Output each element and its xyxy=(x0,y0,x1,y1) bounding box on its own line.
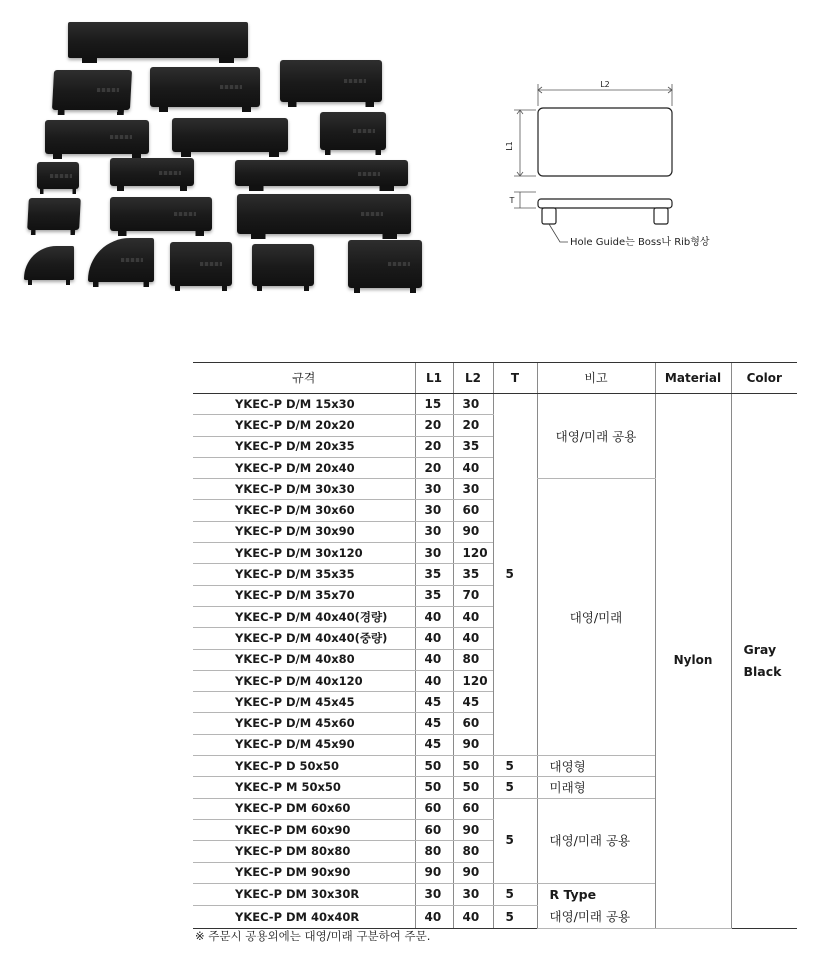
l1-cell: 45 xyxy=(415,692,453,713)
end-cap-image xyxy=(24,246,74,280)
l1-cell: 30 xyxy=(415,543,453,564)
end-cap-image xyxy=(172,118,288,152)
l1-cell: 30 xyxy=(415,883,453,906)
l2-cell: 90 xyxy=(453,819,493,840)
leader-line xyxy=(549,224,568,242)
order-footnote: ※ 주문시 공용외에는 대영/미래 구분하여 주문. xyxy=(195,929,431,943)
end-cap-image xyxy=(68,22,248,58)
l1-cell: 60 xyxy=(415,819,453,840)
model-cell: YKEC-P D/M 45x60 xyxy=(193,713,415,734)
l2-cell: 120 xyxy=(453,543,493,564)
hole-guide-label: Hole Guide는 Boss나 Rib형상 xyxy=(570,237,710,248)
l2-cell: 90 xyxy=(453,521,493,542)
header-note: 비고 xyxy=(537,363,655,394)
l2-cell: 70 xyxy=(453,585,493,606)
dimension-drawing xyxy=(500,72,740,262)
header-t: T xyxy=(493,363,537,394)
end-cap-image xyxy=(27,198,81,230)
end-cap-image xyxy=(37,162,79,189)
l2-cell: 50 xyxy=(453,777,493,798)
note-cell: 대영형 xyxy=(537,756,655,777)
model-cell: YKEC-P D/M 45x90 xyxy=(193,734,415,755)
r-type-note: 대영/미래 공용 xyxy=(549,908,631,924)
l2-cell: 90 xyxy=(453,734,493,755)
l1-cell: 30 xyxy=(415,500,453,521)
l1-cell: 40 xyxy=(415,906,453,929)
end-cap-image xyxy=(45,120,149,154)
l1-cell: 30 xyxy=(415,479,453,500)
header-l2: L2 xyxy=(453,363,493,394)
l1-label: L1 xyxy=(505,141,514,151)
l2-cell: 45 xyxy=(453,692,493,713)
t-cell: 5 xyxy=(493,883,537,906)
model-cell: YKEC-P DM 40x40R xyxy=(193,906,415,929)
table-row xyxy=(193,394,797,415)
l1-cell: 60 xyxy=(415,798,453,819)
l1-cell: 45 xyxy=(415,713,453,734)
model-cell: YKEC-P DM 80x80 xyxy=(193,841,415,862)
model-cell: YKEC-P D/M 20x40 xyxy=(193,457,415,478)
l1-cell: 35 xyxy=(415,564,453,585)
note-cell: 대영/미래 공용 xyxy=(537,798,655,883)
l1-cell: 40 xyxy=(415,649,453,670)
boss-right xyxy=(654,208,668,224)
l1-cell: 50 xyxy=(415,756,453,777)
l1-cell: 20 xyxy=(415,436,453,457)
t-cell: 5 xyxy=(493,394,537,756)
end-cap-image xyxy=(150,67,260,107)
model-cell: YKEC-P DM 60x90 xyxy=(193,819,415,840)
l1-cell: 40 xyxy=(415,606,453,627)
header-l1: L1 xyxy=(415,363,453,394)
header-spec: 규격 xyxy=(193,363,415,394)
l2-cell: 40 xyxy=(453,457,493,478)
table-header-row xyxy=(193,363,797,394)
model-cell: YKEC-P D/M 45x45 xyxy=(193,692,415,713)
l1-cell: 30 xyxy=(415,521,453,542)
l2-cell: 90 xyxy=(453,862,493,883)
end-cap-image xyxy=(88,238,154,282)
model-cell: YKEC-P D/M 30x120 xyxy=(193,543,415,564)
note-cell: 대영/미래 공용 xyxy=(537,394,655,479)
l1-cell: 40 xyxy=(415,628,453,649)
header-color: Color xyxy=(731,363,797,394)
product-photo xyxy=(0,0,470,300)
l1-cell: 40 xyxy=(415,670,453,691)
l2-cell: 40 xyxy=(453,906,493,929)
l2-cell: 80 xyxy=(453,841,493,862)
model-cell: YKEC-P DM 60x60 xyxy=(193,798,415,819)
model-cell: YKEC-P D/M 30x30 xyxy=(193,479,415,500)
model-cell: YKEC-P D/M 15x30 xyxy=(193,394,415,415)
note-cell: 미래형 xyxy=(537,777,655,798)
l2-cell: 50 xyxy=(453,756,493,777)
l2-cell: 60 xyxy=(453,713,493,734)
l1-cell: 20 xyxy=(415,457,453,478)
l2-cell: 40 xyxy=(453,606,493,627)
l1-cell: 20 xyxy=(415,415,453,436)
l2-label: L2 xyxy=(600,80,610,89)
l2-cell: 40 xyxy=(453,628,493,649)
l1-cell: 50 xyxy=(415,777,453,798)
end-cap-image xyxy=(235,160,408,186)
end-cap-image xyxy=(320,112,386,150)
spec-table xyxy=(193,362,797,929)
t-label: T xyxy=(509,196,515,205)
l2-cell: 60 xyxy=(453,500,493,521)
cap-side-view xyxy=(538,199,672,208)
t-cell: 5 xyxy=(493,756,537,777)
end-cap-image xyxy=(110,197,212,231)
model-cell: YKEC-P D/M 40x120 xyxy=(193,670,415,691)
l2-cell: 60 xyxy=(453,798,493,819)
color-gray: Gray xyxy=(743,641,777,657)
model-cell: YKEC-P D/M 35x35 xyxy=(193,564,415,585)
model-cell: YKEC-P D/M 40x40(경량) xyxy=(193,606,415,627)
l1-cell: 90 xyxy=(415,862,453,883)
l1-cell: 80 xyxy=(415,841,453,862)
t-cell: 5 xyxy=(493,906,537,929)
end-cap-image xyxy=(52,70,132,110)
end-cap-image xyxy=(280,60,382,102)
model-cell: YKEC-P M 50x50 xyxy=(193,777,415,798)
model-cell: YKEC-P D/M 20x35 xyxy=(193,436,415,457)
end-cap-image xyxy=(252,244,314,286)
end-cap-image xyxy=(110,158,194,186)
l2-cell: 20 xyxy=(453,415,493,436)
r-type-label: R Type xyxy=(549,886,597,902)
l2-cell: 120 xyxy=(453,670,493,691)
model-cell: YKEC-P D/M 40x40(중량) xyxy=(193,628,415,649)
model-cell: YKEC-P D/M 20x20 xyxy=(193,415,415,436)
model-cell: YKEC-P D/M 30x90 xyxy=(193,521,415,542)
t-cell: 5 xyxy=(493,777,537,798)
model-cell: YKEC-P DM 30x30R xyxy=(193,883,415,906)
l1-cell: 35 xyxy=(415,585,453,606)
color-black: Black xyxy=(743,663,782,679)
l2-cell: 35 xyxy=(453,436,493,457)
note-cell: 대영/미래 xyxy=(537,479,655,756)
note-cell xyxy=(537,883,655,928)
boss-left xyxy=(542,208,556,224)
l1-cell: 45 xyxy=(415,734,453,755)
header-material: Material xyxy=(655,363,731,394)
model-cell: YKEC-P D 50x50 xyxy=(193,756,415,777)
model-cell: YKEC-P DM 90x90 xyxy=(193,862,415,883)
cap-top-view xyxy=(538,108,672,176)
model-cell: YKEC-P D/M 40x80 xyxy=(193,649,415,670)
l2-cell: 80 xyxy=(453,649,493,670)
end-cap-image xyxy=(348,240,422,288)
t-cell: 5 xyxy=(493,798,537,883)
end-cap-image xyxy=(170,242,232,286)
end-cap-image xyxy=(237,194,411,234)
l1-cell: 15 xyxy=(415,394,453,415)
model-cell: YKEC-P D/M 35x70 xyxy=(193,585,415,606)
l2-cell: 30 xyxy=(453,883,493,906)
color-cell xyxy=(731,394,797,929)
l2-cell: 35 xyxy=(453,564,493,585)
l2-cell: 30 xyxy=(453,479,493,500)
l2-cell: 30 xyxy=(453,394,493,415)
material-cell: Nylon xyxy=(655,394,731,929)
model-cell: YKEC-P D/M 30x60 xyxy=(193,500,415,521)
